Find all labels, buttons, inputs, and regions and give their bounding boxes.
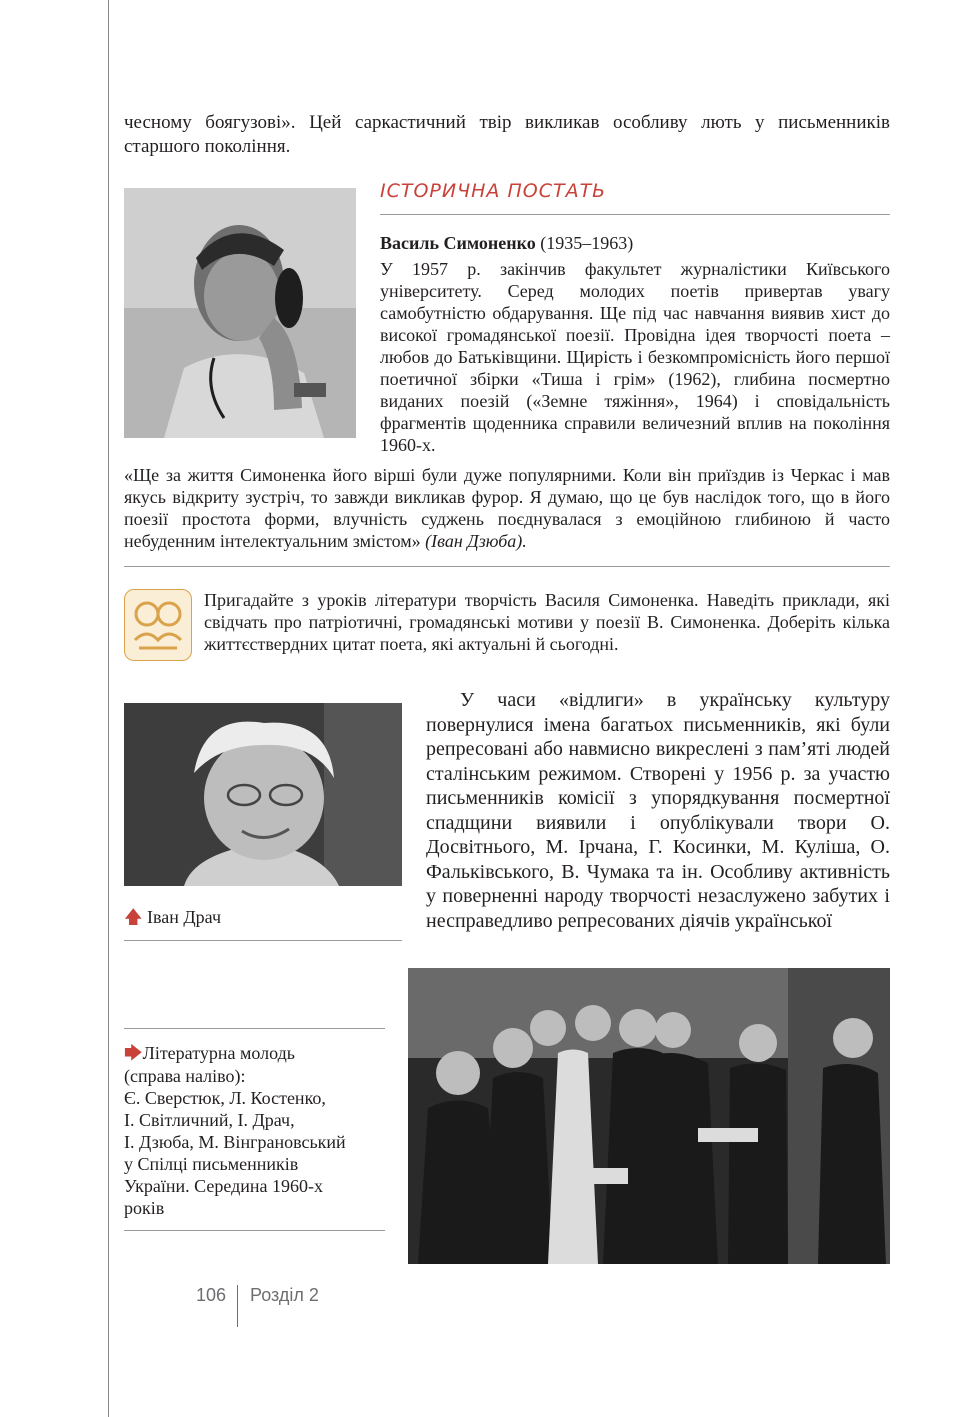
section-label: Розділ 2 bbox=[250, 1285, 319, 1305]
page-number: 106 bbox=[196, 1285, 227, 1305]
group-caption-line: 🡆Літературна молодь bbox=[124, 1043, 295, 1064]
symonenko-portrait-photo bbox=[124, 188, 356, 438]
quote-text: «Ще за життя Симоненка його вірші були дуже популярними. Коли він приїздив із Черкас і мав якусь відкриту зустріч, то завжди викликав фурор. Я думаю, що це був наслідок того, що в його поезії простота форми, влучність суджень поєднувалася з емоційною глибиною й часто небуденним інтелектуальним змістом» bbox=[124, 465, 890, 551]
quote-author: (Іван Дзюба). bbox=[420, 531, 527, 551]
group-caption-top-divider bbox=[124, 1028, 385, 1029]
group-caption-line: І. Дзюба, М. Вінграновський bbox=[124, 1132, 346, 1152]
literary-youth-group-photo bbox=[408, 968, 890, 1264]
heading-divider bbox=[380, 214, 890, 215]
drach-portrait-photo bbox=[124, 703, 402, 886]
group-caption-bottom-divider bbox=[124, 1230, 385, 1231]
biography-text: У 1957 р. закінчив факультет журналістики Київського університету. Серед молодих поетів привертав увагу самобутністю обдарування. Ще під час навчання виявив хист до високої громадянської поезії. Провідна ідея творчості поета – любов до Батьківщини. Щирість і безкомпромісність його першої поетичної збірки «Тиша і грім» (1962), глибина посмертно виданих поезій («Земне тяжіння», 1964) і сповідальність фрагментів щоденника справили величезний вплив на покоління 1960-х. bbox=[380, 259, 890, 455]
group-caption-line: років bbox=[124, 1198, 165, 1218]
footer-separator bbox=[237, 1285, 238, 1327]
dziuba-quote bbox=[124, 464, 890, 552]
task-icon bbox=[124, 589, 192, 661]
drach-caption-text: Іван Драч bbox=[147, 907, 221, 927]
person-name-line bbox=[380, 232, 633, 254]
group-caption-line: І. Світличний, І. Драч, bbox=[124, 1110, 295, 1130]
group-caption-line: (справа наліво): bbox=[124, 1066, 246, 1086]
arrow-right-icon: 🡆 bbox=[124, 1043, 143, 1064]
group-caption-line: України. Середина 1960-х bbox=[124, 1176, 324, 1196]
person-name: Василь Симоненко bbox=[380, 233, 536, 253]
page-margin-line bbox=[108, 0, 109, 1417]
main-paragraph: У часи «відлиги» в українську культуру повернулися імена багатьох письменників, які були репресовані або навмисно викреслені з пам’яті людей сталінським режимом. Створені у 1956 р. за участю письменників комісії з упорядкування посмертної спадщини виявили і опублікували твори О. Досвітнього, М. Ірчана, Г. Косинки, М. Куліша, О. Фальківського, В. Чумака та ін. Особливу активність у поверненні народу творчості незаслужено забутих і несправедливо репресованих діячів української bbox=[426, 689, 890, 932]
task-text: Пригадайте з уроків літератури творчість Василя Симоненка. Наведіть приклади, які свідчать про патріотичні, громадянські мотиви у поезії В. Симоненка. Доберіть кілька життєствердних цитат поета, які актуальні й сьогодні. bbox=[204, 590, 890, 654]
intro-paragraph: чесному боягузові». Цей саркастичний твір викликав особливу лють у письменників старшого покоління. bbox=[124, 112, 890, 157]
quote-divider bbox=[124, 566, 890, 567]
historical-figure-heading: ІСТОРИЧНА ПОСТАТЬ bbox=[380, 180, 607, 202]
group-caption-line: у Спілці письменників bbox=[124, 1154, 299, 1174]
person-years: (1935–1963) bbox=[535, 233, 634, 253]
group-photo-caption bbox=[124, 1042, 385, 1219]
drach-caption-divider bbox=[124, 940, 402, 941]
drach-caption bbox=[124, 906, 221, 929]
group-caption-line: Є. Сверстюк, Л. Костенко, bbox=[124, 1088, 326, 1108]
arrow-up-icon: 🡅 bbox=[124, 907, 143, 928]
